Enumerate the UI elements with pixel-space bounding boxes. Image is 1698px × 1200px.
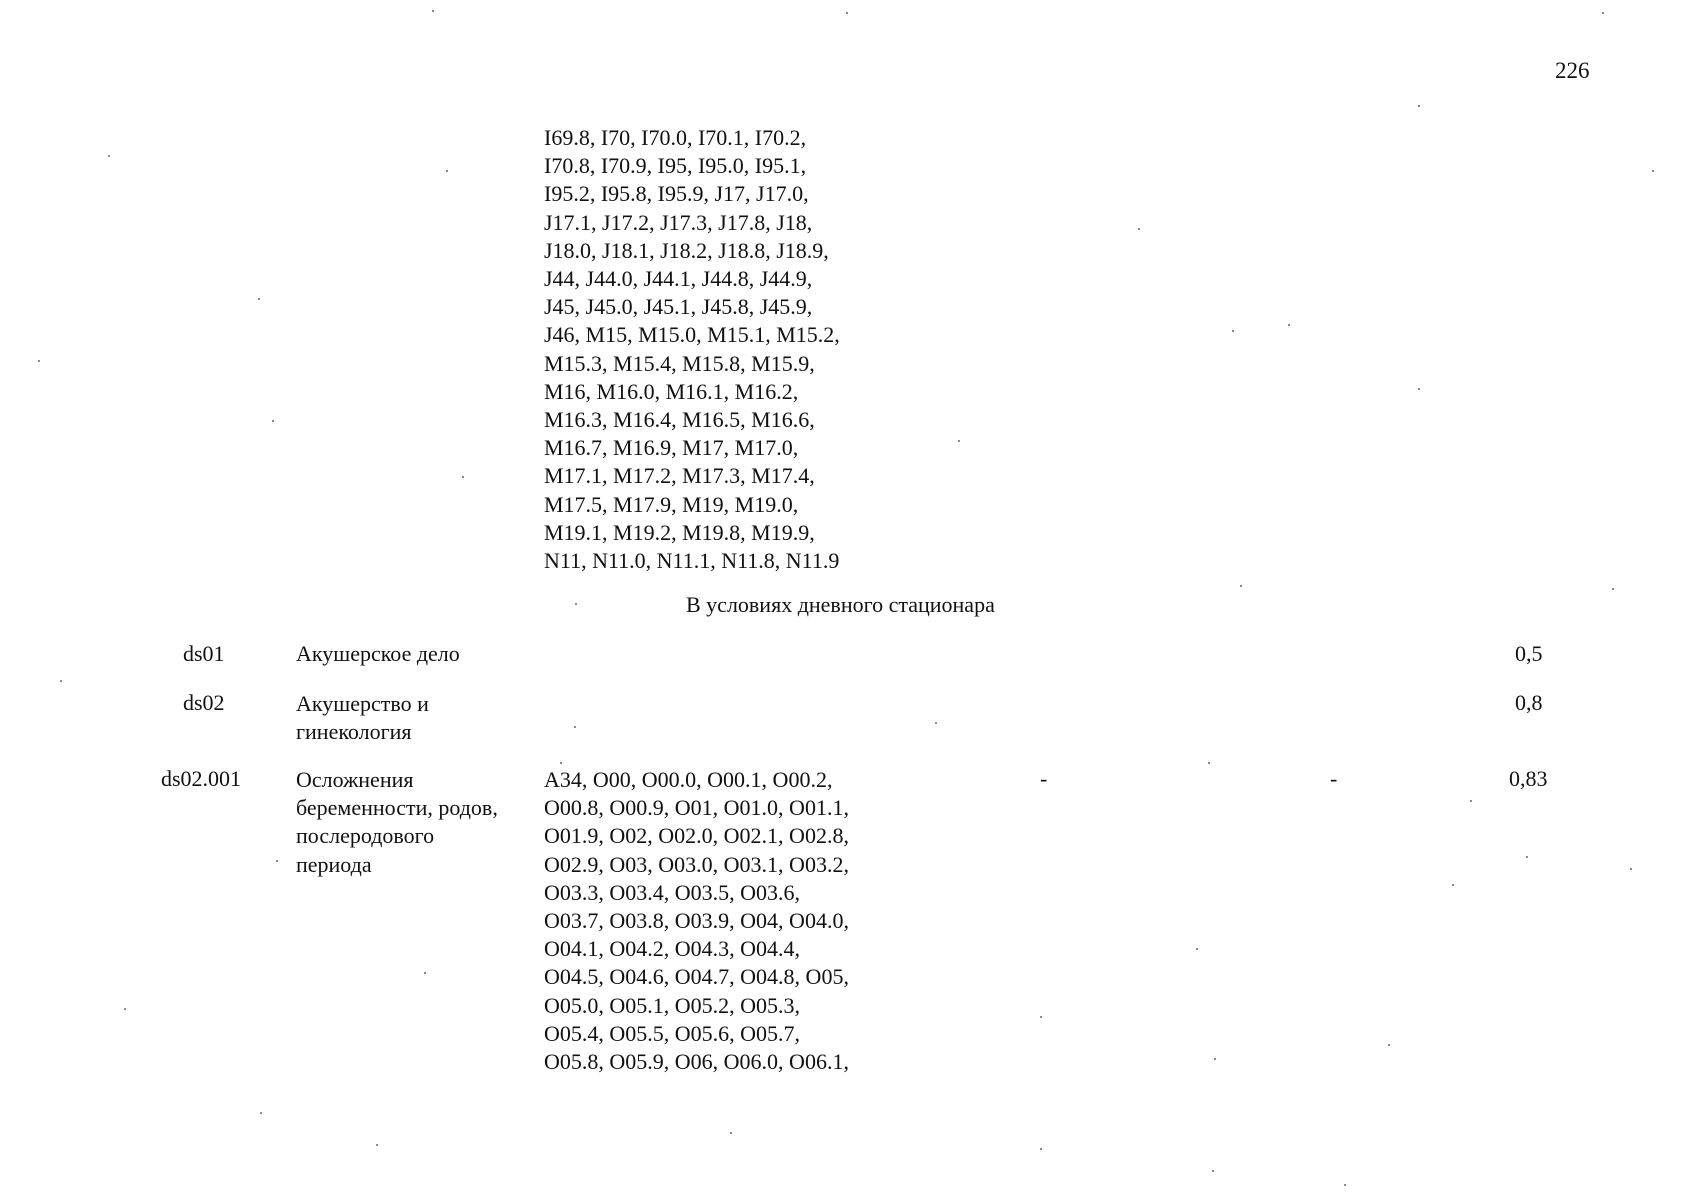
scan-speck <box>1418 388 1420 390</box>
continued-diagnosis-codes <box>544 124 840 575</box>
scan-speck <box>462 476 464 478</box>
scan-speck <box>60 680 62 682</box>
scan-speck <box>38 360 40 362</box>
row-dash: - <box>1330 766 1338 791</box>
code-line: M16.3, M16.4, M16.5, M16.6, <box>544 407 815 433</box>
row-coefficient: 0,5 <box>1515 641 1543 666</box>
code-line: I70.8, I70.9, I95, I95.0, I95.1, <box>544 153 807 179</box>
scan-speck <box>730 1132 732 1134</box>
scan-speck <box>108 155 110 157</box>
scan-speck <box>958 440 960 442</box>
code-line: J18.0, J18.1, J18.2, J18.8, J18.9, <box>544 237 829 263</box>
code-line: O01.9, O02, O02.0, O02.1, O02.8, <box>544 823 849 849</box>
scan-speck <box>1344 1184 1346 1186</box>
row-name-line: послеродового <box>296 823 435 849</box>
scan-speck <box>432 10 434 12</box>
code-line: M16, M16.0, M16.1, M16.2, <box>544 378 799 404</box>
code-line: O04.1, O04.2, O04.3, O04.4, <box>544 936 801 962</box>
scan-speck <box>1652 170 1654 172</box>
code-line: N11, N11.0, N11.1, N11.8, N11.9 <box>544 548 840 574</box>
scan-speck <box>376 1144 378 1146</box>
code-line: I69.8, I70, I70.0, I70.1, I70.2, <box>544 125 807 150</box>
row-name <box>296 690 429 746</box>
scan-speck <box>1212 1170 1214 1172</box>
scan-speck <box>1526 856 1528 858</box>
scan-speck <box>1602 12 1604 14</box>
scan-speck <box>258 298 260 300</box>
row-dash: - <box>1040 766 1048 791</box>
scan-speck <box>276 860 278 862</box>
scan-speck <box>272 420 274 422</box>
row-name-line: Акушерство и <box>296 691 429 716</box>
scan-speck <box>1452 884 1454 886</box>
code-line: O05.0, O05.1, O05.2, O05.3, <box>544 992 801 1018</box>
scan-speck <box>846 12 848 14</box>
scan-speck <box>124 1008 126 1010</box>
code-line: O00.8, O00.9, O01, O01.0, O01.1, <box>544 795 849 821</box>
scan-speck <box>560 762 562 764</box>
scan-speck <box>260 1112 262 1114</box>
code-line: M15.3, M15.4, M15.8, M15.9, <box>544 350 815 376</box>
row-diagnosis-codes <box>544 766 849 1076</box>
row-name-line: беременности, родов, <box>296 795 498 821</box>
scan-speck <box>1138 228 1140 230</box>
code-line: M16.7, M16.9, M17, M17.0, <box>544 435 799 461</box>
code-line: J44, J44.0, J44.1, J44.8, J44.9, <box>544 266 813 292</box>
scan-speck <box>575 603 577 605</box>
row-coefficient: 0,83 <box>1509 766 1548 791</box>
scan-speck <box>1232 330 1234 332</box>
code-line: A34, O00, O00.0, O00.1, O00.2, <box>544 767 833 792</box>
code-line: O04.5, O04.6, O04.7, O04.8, O05, <box>544 964 849 990</box>
code-line: J45, J45.0, J45.1, J45.8, J45.9, <box>544 294 813 320</box>
code-line: J17.1, J17.2, J17.3, J17.8, J18, <box>544 209 813 235</box>
row-code: ds02.001 <box>161 766 242 791</box>
code-line: J46, M15, M15.0, M15.1, M15.2, <box>544 322 840 348</box>
scan-speck <box>1630 868 1632 870</box>
scan-speck <box>1214 1058 1216 1060</box>
row-name: Акушерское дело <box>296 641 460 666</box>
scan-speck <box>1470 800 1472 802</box>
scan-speck <box>1208 762 1210 764</box>
code-line: O05.8, O05.9, O06, O06.0, O06.1, <box>544 1049 849 1075</box>
row-code: ds01 <box>183 641 225 666</box>
page-number: 226 <box>1555 58 1590 83</box>
scan-speck <box>1240 585 1242 587</box>
code-line: M17.1, M17.2, M17.3, M17.4, <box>544 463 815 489</box>
row-name-line: гинекология <box>296 719 412 745</box>
row-name-line: периода <box>296 851 372 877</box>
scan-speck <box>1388 1044 1390 1046</box>
row-name-line: Осложнения <box>296 767 414 792</box>
row-code: ds02 <box>183 690 225 715</box>
scan-speck <box>1288 324 1290 326</box>
scan-speck <box>1196 948 1198 950</box>
code-line: M17.5, M17.9, M19, M19.0, <box>544 491 799 517</box>
scan-speck <box>935 722 937 724</box>
scan-speck <box>1612 588 1614 590</box>
scan-speck <box>1040 1148 1042 1150</box>
scan-speck <box>1040 1016 1042 1018</box>
code-line: O02.9, O03, O03.0, O03.1, O03.2, <box>544 851 849 877</box>
row-name <box>296 766 498 879</box>
code-line: O03.7, O03.8, O03.9, O04, O04.0, <box>544 908 849 934</box>
code-line: I95.2, I95.8, I95.9, J17, J17.0, <box>544 181 809 207</box>
code-line: O05.4, O05.5, O05.6, O05.7, <box>544 1020 801 1046</box>
scan-speck <box>1418 105 1420 107</box>
section-heading: В условиях дневного стационара <box>686 592 995 617</box>
scan-speck <box>446 170 448 172</box>
code-line: O03.3, O03.4, O03.5, O03.6, <box>544 879 801 905</box>
row-coefficient: 0,8 <box>1515 690 1543 715</box>
scan-speck <box>574 726 576 728</box>
scan-speck <box>424 972 426 974</box>
code-line: M19.1, M19.2, M19.8, M19.9, <box>544 519 815 545</box>
